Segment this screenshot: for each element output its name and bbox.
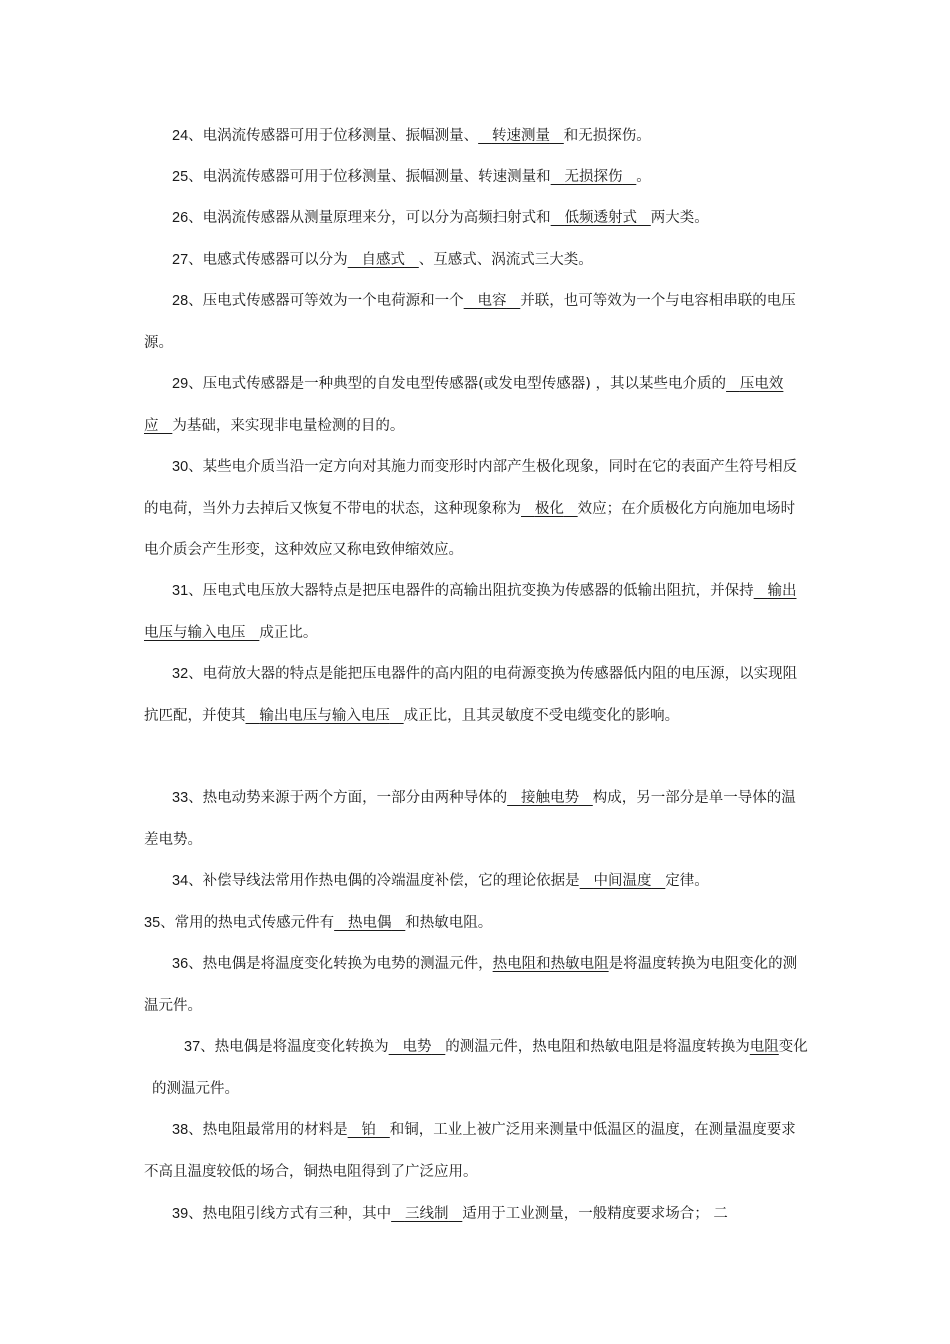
question-29: 29、压电式传感器是一种典型的自发电型传感器(或发电型传感器) ，其以某些电介质的 压电效应 为基础，来实现非电量检测的目的。 (144, 376, 784, 434)
answer-blank: 三线制 (404, 1206, 449, 1222)
question-34: 34、补偿导线法常用作热电偶的冷端温度补偿，它的理论依据是 中间温度 定律。 (172, 873, 709, 889)
answer-blank: 热电偶 (347, 915, 392, 931)
answer-blank: 转速测量 (491, 128, 550, 144)
answer-blank: 压电效应 (144, 376, 784, 434)
question-30: 30、某些电介质当沿一定方向对其施力而变形时内部产生极化现象，同时在它的表面产生符号相反的电荷，当外力去掉后又恢复不带电的状态，这种现象称为 极化 效应；在介质极化方向施加电场时电介质会产生形变，这种效应又称电致伸缩效应。 (144, 459, 798, 558)
question-36: 36、热电偶是将温度变化转换为电势的测温元件，热电阻和热敏电阻是将温度转换为电阻变化的测温元件。 (144, 956, 798, 1014)
question-33: 33、热电动势来源于两个方面，一部分由两种导体的 接触电势 构成，另一部分是单一导体的温差电势。 (144, 790, 796, 848)
question-31: 31、压电式电压放大器特点是把压电器件的高输出阻抗变换为传感器的低输出阻抗，并保持 输出电压与输入电压 成正比。 (144, 583, 797, 641)
answer-blank: 极化 (534, 500, 564, 517)
answer-blank: 热电阻和热敏电阻 (492, 956, 609, 972)
question-37: 37、热电偶是将温度变化转换为 电势 的测温元件，热电阻和热敏电阻是将温度转换为电阻变化的测温元件。 (152, 1039, 808, 1097)
question-32: 32、电荷放大器的特点是能把压电器件的高内阻的电荷源变换为传感器低内阻的电压源，以实现阻抗匹配，并使其 输出电压与输入电压 成正比，且其灵敏度不受电缆变化的影响。 (144, 666, 798, 724)
answer-blank: 铂 (361, 1122, 376, 1138)
question-27: 27、电感式传感器可以分为 自感式 、互感式、涡流式三大类。 (172, 252, 593, 268)
answer-blank: 无损探伤 (564, 169, 623, 185)
question-28: 28、压电式传感器可等效为一个电荷源和一个 电容 并联，也可等效为一个与电容相串联的电压源。 (144, 293, 796, 351)
answer-blank: 输出电压与输入电压 (144, 583, 797, 641)
answer-blank-2: 电阻 (749, 1039, 779, 1055)
question-26: 26、电涡流传感器从测量原理来分，可以分为高频扫射式和 低频透射式 两大类。 (172, 210, 709, 226)
question-25: 25、电涡流传感器可用于位移测量、振幅测量、转速测量和 无损探伤 。 (172, 169, 651, 185)
answer-blank: 自感式 (361, 252, 405, 268)
answer-blank: 中间温度 (593, 873, 652, 889)
answer-blank: 电势 (402, 1039, 432, 1055)
question-24: 24、电涡流传感器可用于位移测量、振幅测量、 转速测量 和无损探伤。 (172, 128, 651, 144)
question-35: 35、常用的热电式传感元件有 热电偶 和热敏电阻。 (144, 915, 493, 931)
answer-blank: 输出电压与输入电压 (259, 707, 390, 724)
question-39: 39、热电阻引线方式有三种，其中 三线制 适用于工业测量，一般精度要求场合； 二 (172, 1206, 728, 1222)
answer-blank: 电容 (477, 293, 507, 309)
question-38: 38、热电阻最常用的材料是 铂 和铜，工业上被广泛用来测量中低温区的温度，在测量温度要求不高且温度较低的场合，铜热电阻得到了广泛应用。 (144, 1122, 796, 1180)
answer-blank: 低频透射式 (564, 210, 637, 226)
answer-blank: 接触电势 (520, 790, 579, 806)
